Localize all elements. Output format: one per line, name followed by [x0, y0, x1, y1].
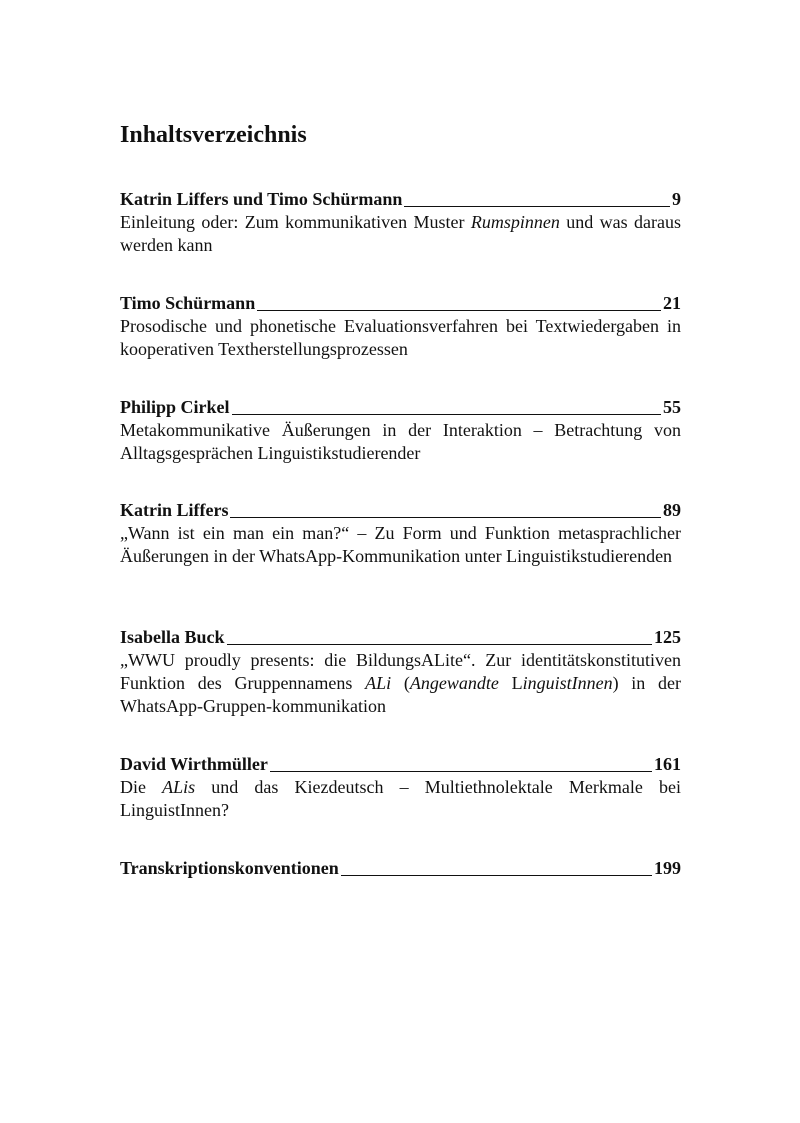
toc-author: Timo Schürmann [120, 293, 256, 313]
toc-leader-line [341, 875, 652, 876]
toc-leader-line [257, 310, 661, 311]
page-title: Inhaltsverzeichnis [120, 122, 307, 148]
toc-leader-line [230, 517, 661, 518]
title-segment-italic: Rumspinnen [470, 212, 560, 232]
title-segment: Metakommunikative Äußerungen in der Interaktion – Betrachtung von Alltagsgesprächen Linguistikstudierender [120, 420, 681, 463]
toc-entry-header [120, 292, 681, 315]
toc-entry-header [120, 396, 681, 419]
title-segment-italic: inguistInnen [522, 673, 613, 693]
toc-leader-line [227, 644, 652, 645]
toc-chapter-title [120, 315, 681, 361]
toc-entry [120, 857, 681, 880]
title-segment: ( [391, 673, 410, 693]
toc-chapter-title [120, 522, 681, 568]
toc-entry [120, 753, 681, 822]
toc-entry [120, 292, 681, 361]
toc-entry-header [120, 753, 681, 776]
toc-entry [120, 499, 681, 568]
toc-page-number: 125 [654, 627, 681, 647]
toc-entry-header [120, 626, 681, 649]
toc-chapter-title [120, 776, 681, 822]
toc-leader-line [232, 414, 661, 415]
title-segment: L [498, 673, 523, 693]
toc-entry [120, 396, 681, 465]
title-segment: ) in der WhatsApp-Gruppen-kommunikation [120, 673, 681, 716]
toc-author: Isabella Buck [120, 627, 225, 647]
title-segment: Prosodische und phonetische Evaluationsverfahren bei Textwiedergaben in kooperativen Textherstellungsprozessen [120, 316, 681, 359]
title-segment: Die [120, 777, 163, 797]
toc-author: Philipp Cirkel [120, 397, 230, 417]
toc-leader-line [270, 771, 652, 772]
toc-chapter-title [120, 649, 681, 718]
toc-page-number: 55 [663, 397, 681, 417]
toc-entry [120, 626, 681, 718]
toc-page-number: 89 [663, 500, 681, 520]
toc-page-number: 21 [663, 293, 681, 313]
title-segment: „WWU proudly presents: die BildungsALite“. Zur identitätskonstitutiven Funktion des Gruppennamens [120, 650, 681, 693]
toc-author: David Wirthmüller [120, 754, 268, 774]
toc-page-number: 161 [654, 754, 681, 774]
toc-page-number: 9 [672, 189, 681, 209]
toc-author: Katrin Liffers und Timo Schürmann [120, 189, 403, 209]
toc-chapter-title [120, 419, 681, 465]
toc-entry [120, 188, 681, 257]
title-segment: und was daraus werden kann [120, 212, 681, 255]
toc-entry-header [120, 857, 681, 880]
toc-section-title: Transkriptionskonventionen [120, 858, 339, 878]
toc-chapter-title [120, 211, 681, 257]
title-segment-italic: ALi [365, 673, 392, 693]
toc-page-number: 199 [654, 858, 681, 878]
title-segment-italic: Angewandte [409, 673, 499, 693]
toc-entry-header [120, 499, 681, 522]
title-segment-italic: ALis [162, 777, 196, 797]
toc-author: Katrin Liffers [120, 500, 229, 520]
title-segment: „Wann ist ein man ein man?“ – Zu Form und Funktion metasprachlicher Äußerungen in der WhatsApp-Kommunikation unter Linguistikstudierenden [120, 523, 681, 566]
title-segment: und das Kiezdeutsch – Multiethnolektale Merkmale bei LinguistInnen? [120, 777, 681, 820]
toc-entry-header [120, 188, 681, 211]
toc-leader-line [404, 206, 670, 207]
title-segment: Einleitung oder: Zum kommunikativen Muster [120, 212, 471, 232]
